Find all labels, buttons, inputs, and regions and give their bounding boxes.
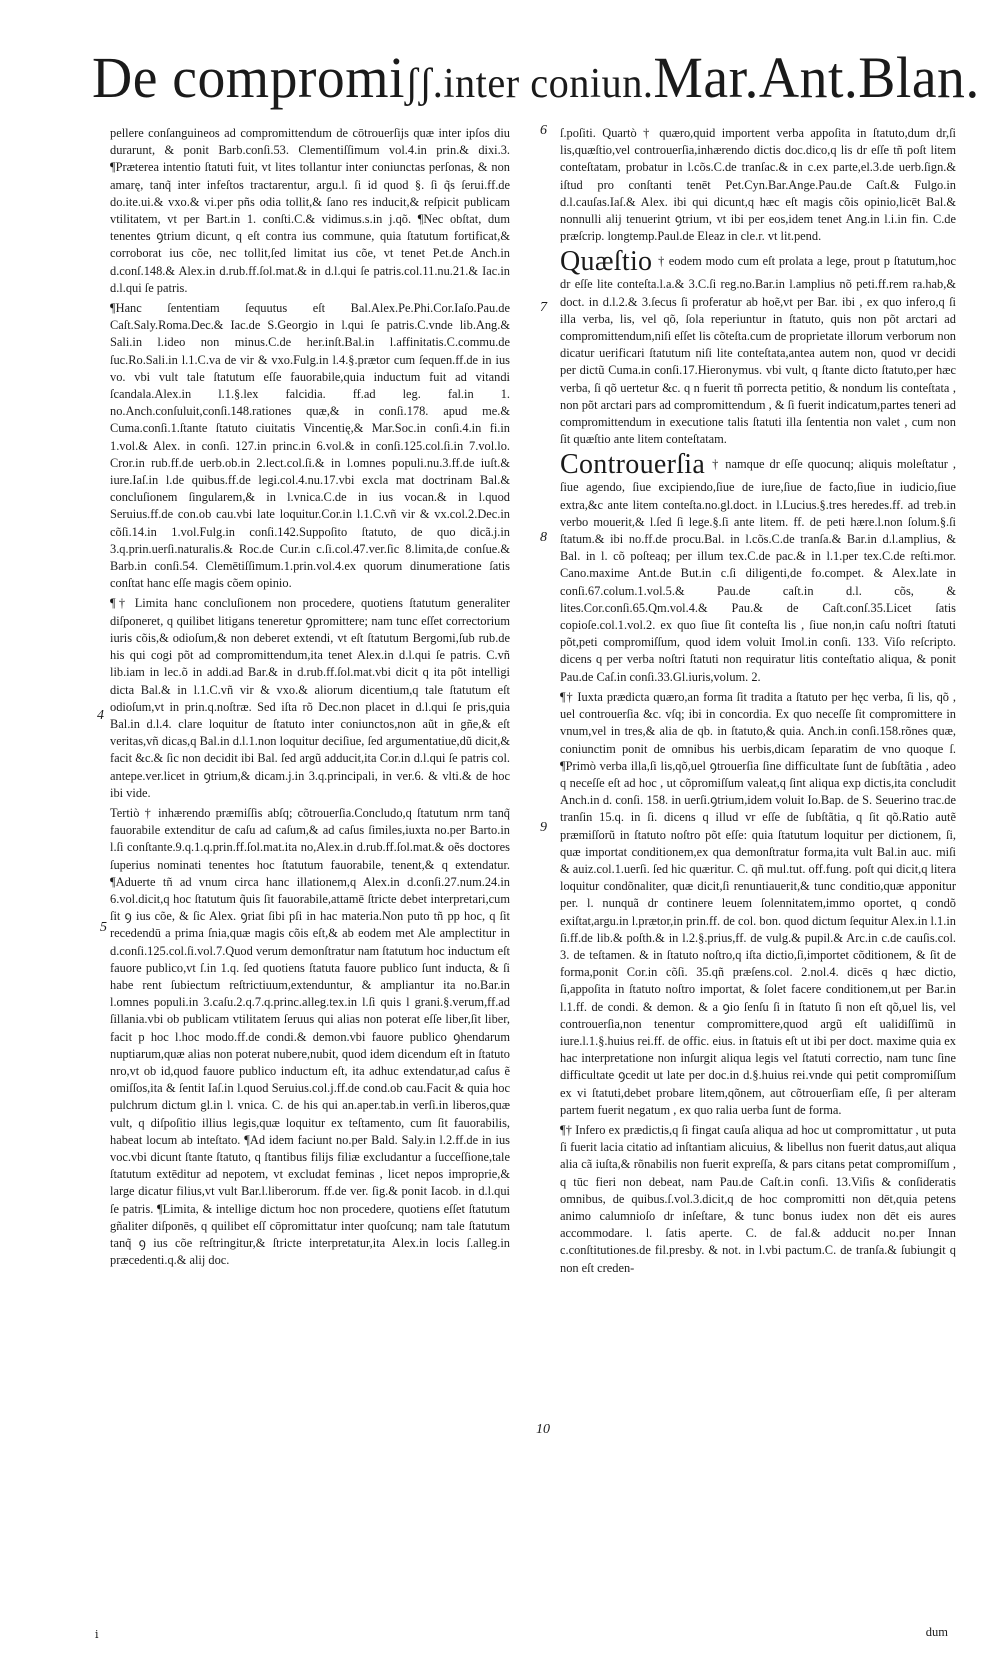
running-head-part5: Blan. (858, 45, 980, 110)
running-head (92, 45, 980, 110)
left-paragraph-2: ¶Hanc ſententiam ſequutus eſt Bal.Alex.Pe.Phi.Cor.Iaſo.Pau.de Caſt.Saly.Roma.Dec.& Iac.de S.Georgio in l.qui ſe patris.C.vnde lib.Ang.& Sali.in l.ideo non minus.C.de her.inſt.Bal.in l.affinitatis.C.commu.de ſuc.Ro.Sali.in l.1.C.va de vir & vxo.Fulg.in l.4.§.prætor cum ſequen.ff.de in ius vo. vbi vult tale ſtatutum eſſe fauorabile,quia inductum fuit ad vitandi ſcandala.Alex.in l.1.§.lex falcidia. ff.ad leg. fal.in 1. no.Anch.conſuluit,conſi.148.rationes quæ,& in conſi.178. apud me.& Cuma.conſi.1.ſtante ſtatuto ciuitatis Vincentię,& Mar.Soc.in conſi.4.in fi.in 1.vol.& Alex. in conſi. 127.in princ.in 6.vol.& in conſi.125.col.ſi.in 7.vol.lo. Cror.in rub.ff.de uerb.ob.in 2.lect.col.ſi.& in l.omnes populi.nu.3.ff.de iuſt.& iure.Iaſ.in l.de quibus.ff.de legi.col.4.nu.17.vbi excla mat doctrinam Bal.& concluſionem ſingularem,& in l.vnica.C.de in ius vocan.& in l.quod Seruius.ff.de con.ob cau.vbi late loquitur.Cor.in l.1.C.vñ vir & vx.col.2.Dec.in cõſi.14.in 1.vol.Fulg.in conſi.142.Suppoſito ſtatuto, de quo dicã.j.in 3.q.prin.uerſi.naturalis.& Roc.de Cur.in c.ſi.col.47.ver.ſic 8.limita,de conſue.& Barb.in conſi.54. Clemētiſſimum.1.prin.vol.4.ex quorum dinumeratione ſatis conſtat hanc eſſe magis cõem opinio. (110, 301, 510, 591)
margin-number-9: 9 (540, 820, 547, 835)
right-paragraph-9: ¶† Iuxta prædicta quæro,an forma ſit tradita a ſtatuto per hęc verba, ſi lis, qõ , uel controuerſia &c. vſq; ibi in concordia. Ex quo neceſſe ſit compromittere in vnum,vel in tres,& alia de qb. in ſtatuto,& quia. Anch.in conſi.158.rõnes quæ, coniunctim ponit de omnibus his uerbis,dicam ſeparatim de vno quoque ſ. ¶Primò verba illa,ſi lis,qõ,uel ꝯtrouerſia ſine difficultate ſunt de ſubſtãtia , adeo q neceſſe eſt ad hoc , ut cõpromiſſum valeat,q ſint aliqua exp dictis,ita concludit Anch.in d. conſi. 158. in uerſi.ꝯtrium,idem voluit Io.Bap. de S. Seuerino trac.de tranſin 15.q. in ſi. dicens q illud vr eſſe de ſubſtãtia, q ſit qõ.Ratio autẽ præmiſſorũ in ſtatuto noſtro põt eſſe: quia ſtatutum loquitur per dictionem, ſi, quæ importat conditionem,ex qua demonſtratur forma,ita vult Bal.in auc. miſi & auiz.col.1.uerſi. ſed hic quæritur. C. qñ mul.tut. off.fung. poſt qui dicit,q litera loquitur condõnaliter, quæ dicit,ſi renuntiauerit,& tunc conditio,quæ apponitur per. l. nunquã dr continere leuem ſolennitatem,immo oportet, q condõ exiſtat,argu.in l.prætor,in prin.ff. de col. bon. quod dictum ſequitur Alex.in l.1.in ſi.ff.de lib.& poſth.& in l.2.§.prius,ff. de vulg.& pupil.& Arc.in c.de cauſis.col. 3. de teſtamen. & in ſtatuto noſtro,q iſta dictio,ſi,importet cõditionem, & ſit de forma,ponit Cor.in cõſi. 35.qñ præſens.col. 2.nol.4. dicēs q hæc dictio, ſi,appoſita in ſtatuto noſtro importat, & ſolet facere conditionem,ut per Bar.in l.1.ff. de condi. & demon. & a ꝯio ſenſu ſi in ſtatuto ſi non eſt qõ,uel lis, vel controuerſia,non tenentur compromittere,quod argũ eſt ualidiſſimũ in iure.l.1.§.huius rei.ff. de offic. eius. in ſtatuis eſt ut ibi per doct. maxime quia ex hac interpretatione non inſurgit aliqua legis vel ſtatuti correctio, nam tunc ſine difficultate ꝯcedit ut late per doc.in d.§.huius rei.vnde qui petit compromiſſum ex vi ſtatuti,debet probare litem,qõnem, aut cõtrouerſiam eſſe, ſi per alteram partem fuerit negatum , ex quo ralia uerba ſunt de forma. (560, 689, 956, 1117)
margin-number-7: 7 (540, 300, 547, 315)
margin-number-6: 6 (540, 123, 547, 138)
right-paragraph-6: ſ.poſiti. Quartò † quæro,quid importent verba appoſita in ſtatuto,dum dr,ſi lis,quæſtio,vel controuerſia,inhærendo dictis doc.dico,q lis dr eſſe tñ poſt litem conteſtatam, probatur in l.cõs.C.de tranſac.& in c.ex parte,el.3.de uerb.ſign.& iſtud pro conſtanti tenēt Pet.Cyn.Bar.Ange.Pau.de Caſt.& Fulgo.in d.l.cauſas.Iaſ.& Alex. ibi qui dicunt,q hæc eſt magis cõis opinio,licēt Bal.& nonnulli alij tenuerint ꝯtrium, vt ibi per eos,idem tenet Ang.in l.i.in fin. C.de præſcrip. longtemp.Paul.de Eleaz in cle.r. vt lit.pend. (560, 126, 956, 244)
running-head-part3: Mar. (653, 45, 759, 110)
stray-mark: i (95, 1628, 99, 1641)
margin-number-4: 4 (97, 708, 104, 723)
controversia-initial-word: Controuerſia (560, 449, 706, 481)
catchword: dum (925, 1625, 948, 1639)
right-paragraph-8 (560, 451, 956, 685)
right-text-column (560, 125, 956, 1277)
margin-number-5: 5 (100, 920, 107, 935)
controversia-text: † namque dr eſſe quocunq; aliquis moleſtatur , ſiue agendo, ſiue excipiendo,ſiue de iure,ſiue de facto,ſiue in iudicio,ſiue extra,&c ante litem conteſta.no.gl.doct. in l.Lucius.§.tres heredes.ff. ad treb.in verbo mouerit,& l.ſed ſi lege.§.ſi ante litem. ff. de peti hære.l.non ſolum.§.ſi ſtatum.& ibi no.ff.de procu.Bal. in l.cõs.C.de tranſa.& Bar.in d.l.amplius, & Bal. in l. cõ poſteaq; per illum tex.C.de pac.& in l.1.per tex.C.de reſti.mor. Cano.maxime Ant.de But.in c.ſi diligenti,de fo.compet. & Alex.late in conſi.67.colum.1.vol.5.& Pau.de caſt.in d.l. cõs, & lites.Cor.conſi.65.Qm.vol.4.& Pau.& de Caſt.conſ.35.Licet ſatis copioſe.col.1.vol.2. ex quo ſiue ſit conteſta lis , ſiue non,in caſu noſtri ſtatuti põt,peti compromiſſum, quod idem voluit Imol.in conſi. 133. Viſo reſcripto. dicens q per verba noſtri ſtatuti non requiratur litis conteſtatio aliqua, & ponit Pau.de Caſ.in conſi.33.Gl.iuris,volum. 2. (560, 457, 956, 684)
left-text-column (110, 125, 510, 1269)
right-paragraph-10: ¶† Infero ex prædictis,q ſi fingat cauſa aliqua ad hoc ut compromittatur , ut puta ſi fuerit lacia citatio ad inſtantiam alicuius, & libellus non fuerit datus,aut aliqua alia cã iuſta,& rõnabilis non fuerit expreſſa, & pars citans petat compromiſſum , q tūc fieri non debeat, nam Pau.de Caſt.in conſi. 13.Viſis & conſideratis omnibus, de quibus.ſ.vol.3.dicit,q de hoc compromitti non dēt,quia petens animo calumnioſo dr inſeſtare, & tunc bonus iudex non dēt eis aures accommodare. l. ſatis aperte. C. de fal.& adducit no.per Innan c.conſtitutiones.de fil.presby. & not. in l.vbi pactum.C. de tranſa.& ſubiungit q non eſt creden- (560, 1122, 956, 1275)
running-head-part1: De compromi (92, 45, 405, 110)
margin-number-8: 8 (540, 530, 547, 545)
margin-number-10: 10 (536, 1422, 550, 1437)
left-paragraph-1: pellere conſanguineos ad compromittendum de cōtrouerſijs quæ inter ipſos diu durarunt, & ponit Barb.conſi.53. Clementiſſimum vol.4.in prin.& dixi.3. ¶Præterea intentio ſtatuti fuit, vt lites tollantur inter coniunctas perſonas, & non amarę, tanq̃ inter infeſtos tractarentur, argu.l. ſi id quod §. ſi q̃s ſerui.ff.de do.ite.ui.& vxo.& vi.per pñs odia tollit,& ſano res inducit,& reſpicit publicam vtilitatem, vt per Bart.in 1. conſti.C.& vidimus.s.in j.qõ. ¶Nec obſtat, dum tenentes ꝯtrium dicunt, q eſt contra ius commune, quia ſtatutum fortificat,& corroborat ius cõe, nec tollit,ſed limitat ius cõe, vt tenet Pet.de Anch.in d.conſ.148.& Alex.in d.rub.ff.ſol.mat.& in d.l.qui ſe patris.col.11.nu.21.& Iac.in d.l.qui ſe patris. (110, 126, 510, 295)
running-head-part4: Ant. (758, 45, 859, 110)
right-paragraph-7 (560, 248, 956, 448)
left-paragraph-3: ¶† Limita hanc concluſionem non procedere, quotiens ſtatutum generaliter diſponeret, q quilibet litigans teneretur ꝯpromittere; nam tunc eſſet correctorium iuris cõis,& odioſum,& non deberet extendi, vt eſt ſtatutum Bergomi,ſub rub.de his qui cogi põt ad compromittendum,ita tenet Alex.in d.l.qui ſe patris. C.vñ lib.iam in lec.õ in addi.ad Bar.& in d.rub.ff.ſol.mat.vbi dicit q ita põt intelligi dicta Bal.& in l.1.C.vñ vir & vxo.& aliorum dicentium,q tale ſtatutum eſt odioſum,vt in prin.q.noſtræ. Sed iſta rõ Dec.non placet in d.l.qui ſe pris,quia Bal.in d.l.4. clare loquitur de ſtatuto inter coniunctos,non aũt in gñe,& eſt veritas,vñ dicas,q Bal.in d.l.1.non loquitur deciſiue, ſed argumentatiue,dũ dicit,& facit &c.& ſic non decidit ibi Bal. ſed argũ adducit,ita Cor.in d.l.qui ſe patris col. antepe.ver.licet in ꝯtrium,& dicam.j.in 3.q.principali, in ver.6. & vlti.& de hoc ibi vide. (110, 596, 510, 800)
quaestio-text: † eodem modo cum eſt prolata a lege, prout p ſtatutum,hoc dr eſſe lite conteſta.l.a.& 3.C.ſi reg.no.Bar.in l.amplius nõ peti.ff.rem ra.hab,& doct. in d.l.2.& 3.ſecus ſi proferatur ab hoẽ,vt per Bar. ibi , ex quo infero,q ſi illa verba, lis, vel qõ, ſola reperiuntur in ſtatuto, quis non põt arctari ad compromittendum,niſi eſſet lis cõteſta.cum de proprietate illorum verborum non dicatur uerificari ſtatutum niſi lite conteſtata,antea autem non, quod vr decidi per dictũ Cuma.in conſi.17.Hieronymus. vbi vult, q ſtante dicto ſtatuto,per hæc verba, ſi qõ uertetur &c. q n fuerit tñ porrecta petitio, & nondum lis conteſtata , non põt arctari pars ad compromittendum , & ſi fuerit indicatum,partes teneri ad compromittendum in executione talis ſtatuti illa ſententia non valet , cum non ſit quæſtio ante litem conteſtatam. (560, 254, 956, 447)
left-paragraph-4: Tertiò † inhærendo præmiſſis abſq; cõtrouerſia.Concludo,q ſtatutum nrm tanq̃ fauorabile extenditur de caſu ad caſum,& ad caſus ſimiles,iuxta no.per Barto.in l.ſi conſtante.9.q.1.q.prin.ff.ſol.mat.ita no,Alex.in d.rub.ff.ſol.mat.& oẽs doctores ſuperius nominati tenentes hoc ſtatutum fauorabile, tenent,& q extendatur. ¶Aduerte tñ ad vnum circa hanc illationem,q Alex.in d.conſi.27.num.24.in 6.vol.dicit,q hoc ſtatutum q̃uis ſit fauorabile,attamē ſtricte debet interpretari,cum ſit ꝯ ius cõe, & ſic Alex. ꝯriat ſibi pſi in hac materia.Non puto tñ pp hoc, q ſit recedendū a prima ſnia,quæ magis cõis eſt,& ab eodem met Ale amplectitur in d.conſi.125.col.ſi.vol.7.Quod verum demonſtratur nam ſtatutum hoc inductum eſt fauore publico,vt ſ.in 1.q. ſed quotiens ſtatuta fauore publico ſunt inducta, & ſi habe rent ſubiectum reſtrictiuum,extenduntur, & ampliantur ita no.Bar.in l.omnes populi.in 3.caſu.2.q.7.q.princ.alleg.tex.in l.ſi quis l grani.§.verum,ff.ad ſillania.vbi ob publicam vtilitatem ſeruus qui alias non poterat eſſe liber,ſit liber, facit p hoc l.hoc modo.ff.de condi.& demon.vbi fauore publico ꝯhendarum nuptiarum,quæ alias non poterat nubere,nubit, quod idem dicendum eſt in ſtatuto nro,vt ob id,quod fauore publico inductum eſt, ita adhuc extendatur,ad caſus ẽ omiſſos,ita & ſentit Iaſ.in l.quod Seruius.col.j.ff.de cond.ob cau.Facit & quia hoc pulchrum dictum gl.in l. vnica. C. de his qui an.aper.tab.in verſi.in liberos,quæ vult, q diſpoſitio illius legis,quæ loquitur ex teſtamento, cum ſit fauorabilis, habeat locum ab inteſtato. ¶Ad idem faciunt no.per Bald. Saly.in l.2.ff.de in ius voc.vbi dicunt ſtante ſtatuto, q ſtantibus filijs filiæ excludantur a ſucceſſione,tale ſtatutum extēditur ad nepotem, vt excludat feminas , licet nepos improprie,& large dicatur filius,vt vult Bar.l.liberorum. ff.de ver. ſig.& ponit Iacob. in d.l.qui ſe patris. ¶Limita, & intellige dictum hoc non procedere, quotiens eſſet ſtatutum gñaliter diſponēs, q quilibet eſſ cōpromittatur inter quoſcunq; nam tale ſtatutum tanq̃ ꝯ ius cõe reſtringitur,& ſtricte interpretatur,ita Alex.in locis ſ.alleg.in præcedenti.q.& alij doc. (110, 805, 510, 1268)
quaestio-initial-word: Quæſtio (560, 246, 653, 278)
running-head-part2: ʃʃ.inter coniun. (404, 61, 654, 107)
